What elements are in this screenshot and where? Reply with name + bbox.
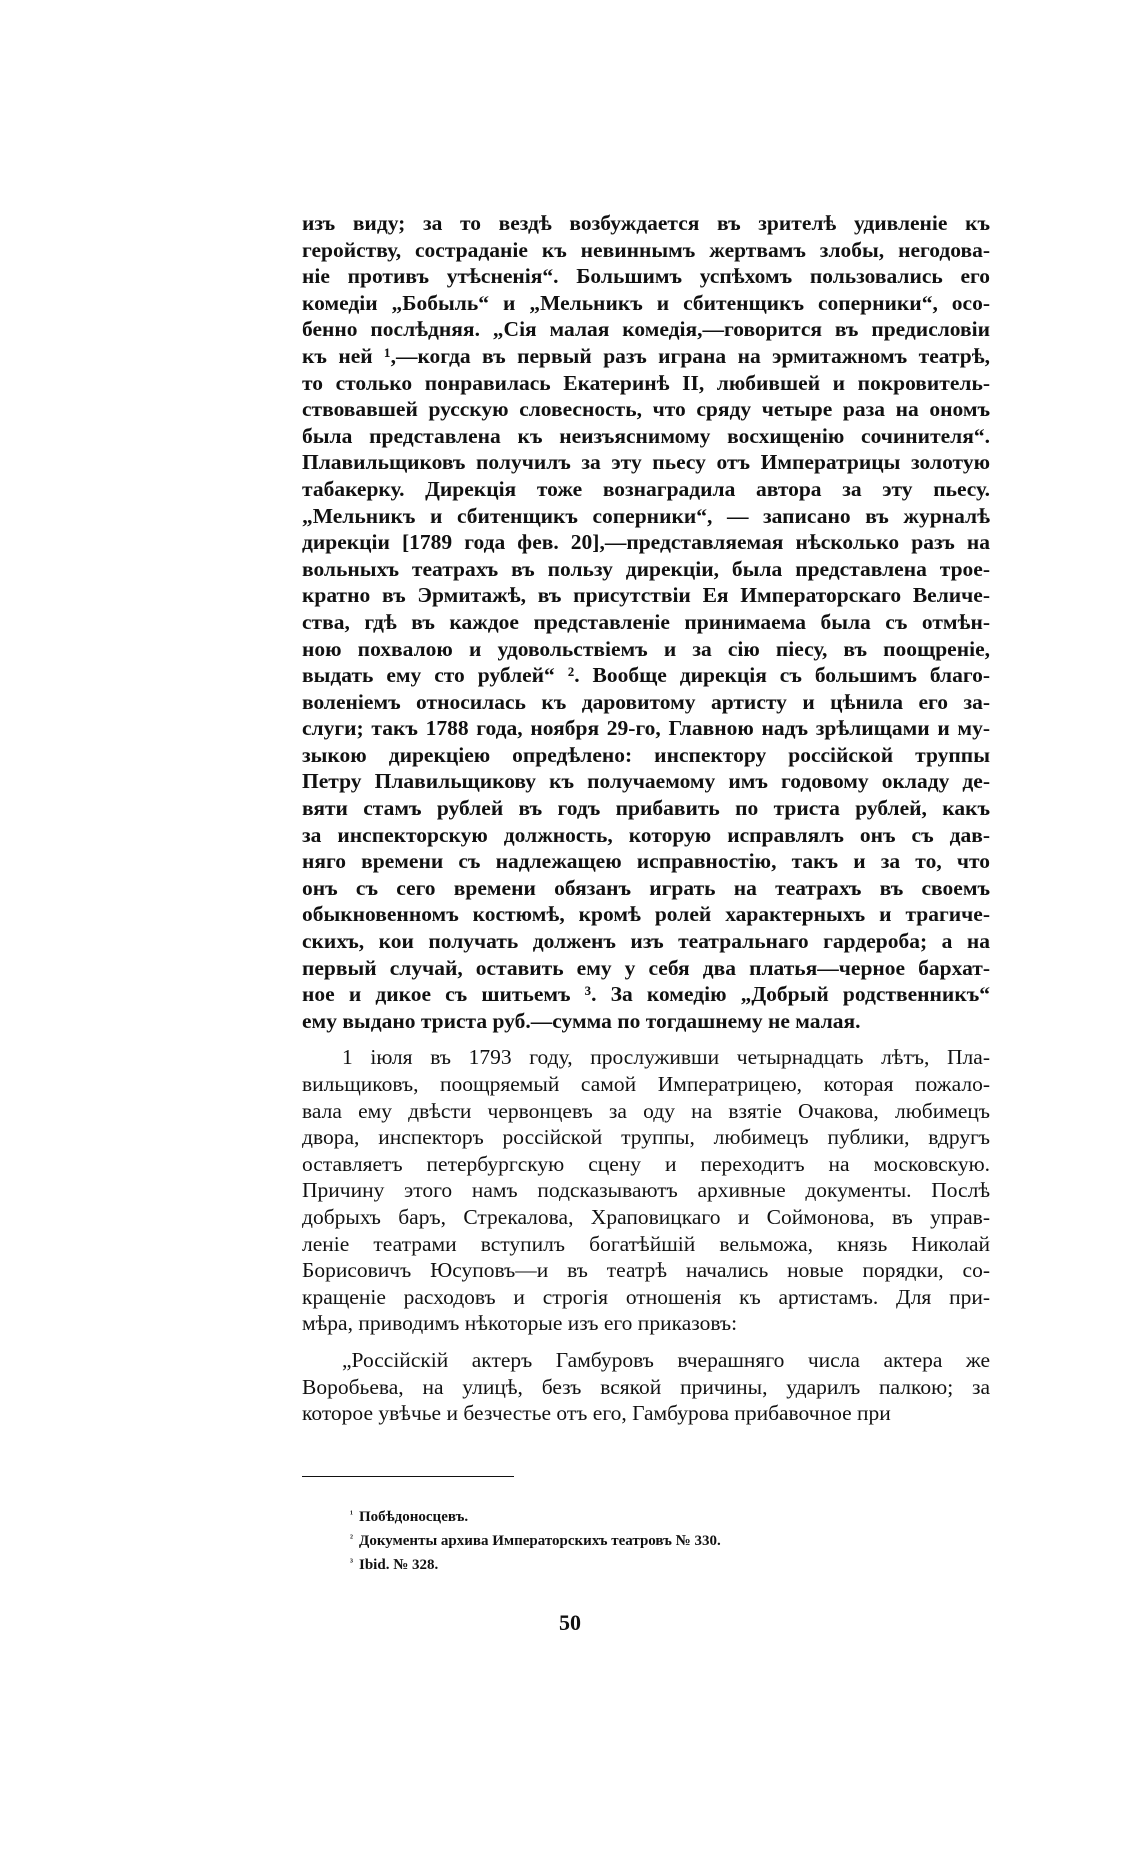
text-line: кратно въ Эрмитажѣ, въ присутствіи Ея Императорскаго Величе- (302, 583, 990, 608)
footnotes (350, 1504, 950, 1576)
text-line: то столько понравилась Екатеринѣ II, любившей и покровитель- (302, 370, 990, 395)
text-line: за инспекторскую должность, которую исправлялъ онъ съ дав- (302, 822, 990, 847)
text-line: Воробьева, на улицѣ, безъ всякой причины, ударилъ палкою; за (302, 1374, 990, 1399)
text-line: воленіемъ относилась къ даровитому артисту и цѣнила его за- (302, 689, 990, 714)
footnote-text: Ibid. № 328. (359, 1557, 439, 1573)
text-line: обыкновенномъ костюмѣ, кромѣ ролей характерныхъ и трагиче- (302, 902, 990, 927)
text-line: зыкою дирекціею опредѣлено: инспектору россійской труппы (302, 742, 990, 767)
page-number: 50 (559, 1610, 581, 1635)
text-line: ствовавшей русскую словесность, что сряду четыре раза на ономъ (302, 397, 990, 422)
paragraph-3 (302, 1347, 990, 1427)
text-line: „Россійскій актеръ Гамбуровъ вчерашняго числа актера же (342, 1347, 990, 1372)
text-line: ною похвалою и удовольствіемъ и за сію піесу, въ поощреніе, (302, 636, 990, 661)
footnote-3 (350, 1552, 950, 1576)
text-line: первый случай, оставить ему у себя два платья—черное бархат- (302, 955, 990, 980)
text-line: Причину этого намъ подсказываютъ архивные документы. Послѣ (302, 1178, 990, 1203)
text-line: кращеніе расходовъ и строгія отношенія къ артистамъ. Для при- (302, 1284, 990, 1309)
text-line: ему выдано триста руб.—сумма по тогдашнему не малая. (302, 1008, 861, 1033)
footnote-1 (350, 1504, 950, 1528)
footnote-mark: ³ (350, 1557, 353, 1568)
text-line: табакерку. Дирекція тоже вознаградила автора за эту пьесу. (302, 476, 990, 501)
text-line: выдать ему сто рублей“ ². Вообще дирекція съ большимъ благо- (302, 663, 990, 688)
text-line: ное и дикое съ шитьемъ ³. За комедію „Добрый родственникъ“ (302, 982, 990, 1007)
footnote-separator (302, 1476, 514, 1477)
paragraph-1 (302, 210, 990, 1034)
text-line: няго времени съ надлежащею исправностію, такъ и за то, что (302, 849, 990, 874)
main-text (302, 210, 990, 1427)
text-line: ства, гдѣ въ каждое представленіе принимаема была съ отмѣн- (302, 609, 990, 634)
text-line: „Мельникъ и сбитенщикъ соперники“, — записано въ журналѣ (302, 503, 990, 528)
text-line: вала ему двѣсти червонцевъ за оду на взятіе Очакова, любимецъ (302, 1098, 990, 1123)
text-line: дирекціи [1789 года фев. 20],—представляемая нѣсколько разъ на (302, 530, 990, 555)
text-line: онъ съ сего времени обязанъ играть на театрахъ въ своемъ (302, 875, 990, 900)
text-line: мѣра, приводимъ нѣкоторые изъ его приказовъ: (302, 1311, 738, 1336)
text-line: геройству, состраданіе къ невиннымъ жертвамъ злобы, негодова- (302, 237, 990, 262)
text-line: которое увѣчье и безчестье отъ его, Гамбурова прибавочное при (302, 1401, 891, 1426)
text-line: Плавильщиковъ получилъ за эту пьесу отъ Императрицы золотую (302, 450, 990, 475)
text-line: ніе противъ утѣсненія“. Большимъ успѣхомъ пользовались его (302, 264, 990, 289)
text-line: къ ней ¹,—когда въ первый разъ играна на эрмитажномъ театрѣ, (302, 343, 990, 368)
text-line: добрыхъ баръ, Стрекалова, Храповицкаго и Соймонова, въ управ- (302, 1204, 990, 1229)
text-line: бенно послѣдняя. „Сія малая комедія,—говорится въ предисловіи (302, 317, 990, 342)
footnote-text: Документы архива Императорскихъ театровъ № 330. (359, 1533, 721, 1549)
paragraph-2 (302, 1044, 990, 1337)
text-line: двора, инспекторъ россійской труппы, любимецъ публики, вдругъ (302, 1125, 990, 1150)
footnote-mark: ¹ (350, 1509, 353, 1520)
text-line: изъ виду; за то вездѣ возбуждается въ зрителѣ удивленіе къ (302, 211, 990, 235)
text-line: Борисовичъ Юсуповъ—и въ театрѣ начались новые порядки, со- (302, 1258, 990, 1283)
text-line: Петру Плавильщикову къ получаемому имъ годовому окладу де- (302, 769, 990, 794)
text-line: скихъ, кои получать долженъ изъ театральнаго гардероба; а на (302, 929, 990, 954)
text-line: оставляетъ петербургскую сцену и переходитъ на московскую. (302, 1151, 990, 1176)
text-line: вольныхъ театрахъ въ пользу дирекціи, была представлена трое- (302, 556, 990, 581)
footnote-mark: ² (350, 1533, 353, 1544)
text-line: вяти стамъ рублей въ годъ прибавить по триста рублей, какъ (302, 796, 990, 821)
text-line: вильщиковъ, поощряемый самой Императрицею, которая пожало- (302, 1072, 990, 1096)
footnote-text: Побѣдоносцевъ. (359, 1509, 469, 1525)
text-line: была представлена къ неизъяснимому восхищенію сочинителя“. (302, 423, 990, 448)
footnote-2 (350, 1528, 950, 1552)
text-line: комедіи „Бобыль“ и „Мельникъ и сбитенщикъ соперники“, осо- (302, 290, 990, 315)
text-line: слуги; такъ 1788 года, ноября 29-го, Главною надъ зрѣлищами и му- (302, 716, 990, 741)
text-line: леніе театрами вступилъ богатѣйшій вельможа, князь Николай (302, 1231, 990, 1256)
text-line: 1 іюля въ 1793 году, прослуживши четырнадцать лѣтъ, Пла- (342, 1045, 990, 1070)
